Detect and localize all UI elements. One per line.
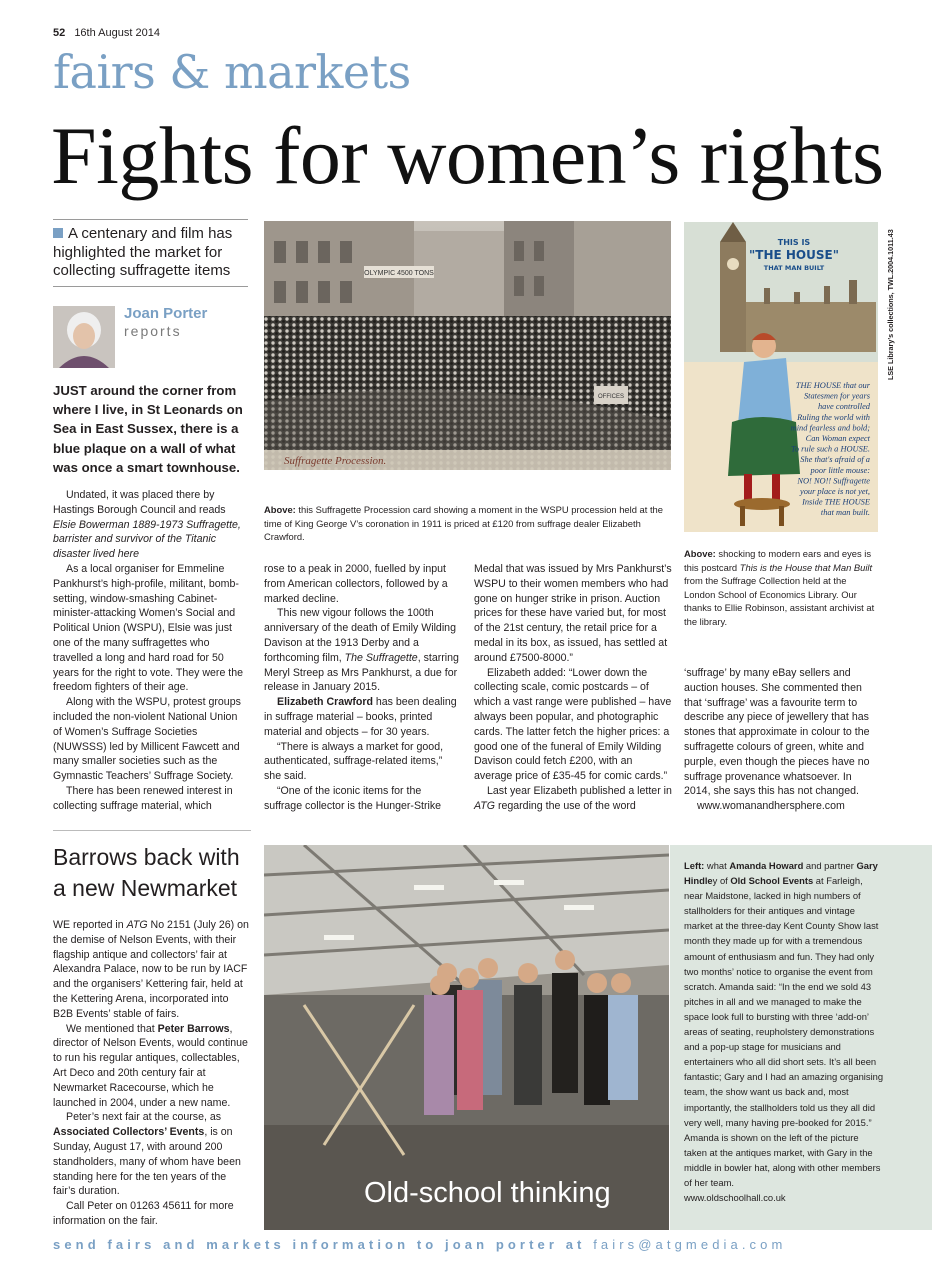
footer-lead: send fairs and markets information to joan porter at <box>53 1237 586 1252</box>
paragraph: Left: what Amanda Howard and partner Gary Hindley of Old School Events at Farleigh, near Maidstone, lacked in high numbers of stallholders for their antiques and vintage market at the three-day Kent County Show last month they made up for with a tremendous amount of enthusiasm and fun. They had only two months’ notice to organise the event from scratch. Amanda said: “In the end we sold 43 pitches in all and we managed to make the space look full to bursting with three ‘add-on’ areas of seating, reupholstery demonstrations and a pop-up stage for musicians and entertainers who all did short sets. It’s all been fantastic; Gary and I had an amazing organising team, the show want us back and, most importantly, the stallholders told us they all did very well, many having pre-booked for 2015.” <box>684 860 884 1128</box>
postcard-poem-line: She that's afraid of a <box>800 455 870 465</box>
standfirst: A centenary and film has highlighted the market for collecting suffragette items <box>53 225 233 279</box>
website-link[interactable]: www.oldschoolhall.co.uk <box>684 1192 786 1204</box>
paragraph: “There is always a market for good, authenticated, suffrage-related items,” she said. <box>264 740 444 783</box>
paragraph: Peter’s next fair at the course, as Associated Collectors’ Events, is on Sunday, August 17, with around 200 standholders, many of whom have been standing here for the ten years of the fair’s duration. <box>53 1111 241 1198</box>
postcard-poem-line: Statesmen for years <box>803 391 870 401</box>
section-divider <box>53 830 251 831</box>
paragraph: Last year Elizabeth published a letter in ATG regarding the use of the word <box>474 784 672 812</box>
postcard-poem-line: Inside THE HOUSE <box>802 497 870 507</box>
paragraph: Elizabeth added: “Lower down the collecting scale, comic postcards – of which a vast range were published – have always been popular, and photographic cards. The latter fetch the higher prices: a good one of the funeral of Emily Wilding Davison could fetch £200, with an average price of £35-45 for comic cards.” <box>474 666 672 783</box>
footer <box>53 1237 786 1252</box>
caption-postcard: Above: shocking to modern ears and eyes is this postcard This is the House that Man Built from the Suffrage Collection held at the London School of Economics Library. Our thanks to Ellie Robinson, assistant archivist at the library. <box>684 548 875 627</box>
postcard-poem-line: To rule such a HOUSE. <box>790 444 870 454</box>
paragraph: Undated, it was placed there by Hastings Borough Council and reads Elsie Bowerman 1889-1973 Suffragette, barrister and survivor of the Titanic disaster lived here <box>53 489 241 561</box>
divider <box>53 219 248 220</box>
paragraph: We mentioned that Peter Barrows, director of Nelson Events, would continue to run his regular antiques, collectables, Art Deco and 20th century fair at Newmarket Racecourse, which he launched in 2004, under a new name. <box>53 1022 248 1109</box>
article-column-1 <box>53 488 249 814</box>
postcard-poem-line: mind fearless and bold; <box>790 423 870 433</box>
story2-body <box>53 918 251 1229</box>
postcard-poem-line: Ruling the world with <box>797 412 870 422</box>
paragraph: rose to a peak in 2000, fuelled by input from American collectors, followed by a marked decline. <box>264 563 448 605</box>
postcard-poem-line: NO! NO!! Suffragette <box>797 476 870 486</box>
svg-text:OFFICES: OFFICES <box>597 394 625 400</box>
divider <box>53 286 248 287</box>
svg-text:THAT MAN BUILT: THAT MAN BUILT <box>763 264 825 272</box>
svg-text:OLYMPIC 4500 TONS: OLYMPIC 4500 TONS <box>364 270 434 277</box>
paragraph: Along with the WSPU, protest groups included the non-violent National Union of Women’s Suffrage Societies (NUWSSS) led by Millicent Fawcett and many smaller societies such as the Gymnastic Teachers’ Suffrage Society. <box>53 696 241 783</box>
page-header <box>53 27 160 39</box>
paragraph: Amanda is shown on the left of the picture taken at the antiques market, with Gary in the middle in bowler hat, along with other members of her team. <box>684 1131 881 1188</box>
intro: JUST around the corner from where I live, in St Leonards on Sea in East Sussex, there is a blue plaque on a wall of what was once a smart townhouse. <box>53 383 243 475</box>
article-column-4 <box>684 666 880 814</box>
house-man-built-postcard <box>684 222 878 532</box>
headline: Fights for women’s rights <box>51 110 884 201</box>
paragraph: Elizabeth Crawford has been dealing in suffrage material – books, printed material and objects – for 30 years. <box>264 696 457 738</box>
byline-role: reports <box>124 323 182 339</box>
page-number: 52 <box>53 27 66 39</box>
suffragette-procession-photo <box>264 221 671 470</box>
paragraph: This new vigour follows the 100th anniversary of the death of Emily Wilding Davison at the 1913 Derby and a forthcoming film, The Suffragette, starring Meryl Streep as Mrs Pankhurst, a due for release in January 2015. <box>264 607 459 694</box>
postcard-credit: LSE Library’s collections, TWL.2004.1011.43 <box>886 229 895 380</box>
postcard-poem-line: Can Woman expect <box>805 434 870 443</box>
article-column-3 <box>474 562 672 814</box>
square-bullet-icon <box>53 228 63 238</box>
old-school-events-photo <box>264 845 669 1230</box>
paragraph: ‘suffrage’ by many eBay sellers and auction houses. She commented then that ‘suffrage’ was a favourite term to describe any piece of jewellery that has stones that approximate in colour to the suffragette colours of green, white and purple, even though the pieces have no suffrage provenance whatsoever. In 2014, she says this has not changed. <box>684 667 870 798</box>
postcard-poem-line: your place is not yet, <box>799 487 870 496</box>
postcard-poem-line: that man built. <box>820 508 870 518</box>
issue-date: 16th August 2014 <box>74 27 160 39</box>
paragraph: There has been renewed interest in collecting suffrage material, which <box>53 784 233 812</box>
photo-overlay-text: Old-school thinking <box>364 1177 611 1209</box>
svg-text:Suffragette Procession.: Suffragette Procession. <box>284 455 387 467</box>
caption-procession: Above: this Suffragette Procession card showing a moment in the WSPU procession held at the time of King George V’s coronation in 1911 is priced at £120 from suffrage dealer Elizabeth Crawford. <box>264 504 663 543</box>
paragraph: “One of the iconic items for the suffrage collector is the Hunger-Strike <box>264 784 442 812</box>
svg-text:"THE HOUSE": "THE HOUSE" <box>749 248 839 262</box>
sidebar-text <box>684 858 884 1205</box>
svg-text:THIS IS: THIS IS <box>777 238 811 247</box>
paragraph: Call Peter on 01263 45611 for more information on the fair. <box>53 1200 234 1227</box>
article-column-2 <box>264 562 462 814</box>
byline-name: Joan Porter <box>124 305 208 322</box>
section-title: fairs & markets <box>53 45 411 99</box>
footer-email[interactable]: fairs@atgmedia.com <box>593 1237 787 1252</box>
author-photo <box>53 306 115 368</box>
website-link[interactable]: www.womanandhersphere.com <box>697 800 845 813</box>
paragraph: Medal that was issued by Mrs Pankhurst’s WSPU to their women members who had gone on hunger strike in prison. Auction prices for these have varied but, for most of the 21st century, the retail price for a medal in its box, as issued, has settled at around £7500-8000.” <box>474 563 672 664</box>
paragraph: WE reported in ATG No 2151 (July 26) on the demise of Nelson Events, with their flagship antique and collectors’ fair at Alexandra Palace, now to be run by IACF and the organisers’ Kettering fair, held at the Kettering Arena, incorporated into B2B Events’ stable of fairs. <box>53 919 249 1020</box>
paragraph: As a local organiser for Emmeline Pankhurst’s high-profile, militant, bomb-setting, window-smashing Cabinet-minister-attacking Women’s Social and Political Union (WSPU), Elsie was just one of the many suffragettes who travelled a long and hard road for 50 years for the right to vote. They were the freedom fighters of their age. <box>53 562 243 694</box>
postcard-poem-line: THE HOUSE that our <box>795 381 870 390</box>
story2-headline: Barrows back with a new Newmarket <box>53 844 240 901</box>
postcard-poem-line: poor little mouse: <box>810 465 870 475</box>
postcard-poem-line: have controlled <box>817 402 870 412</box>
